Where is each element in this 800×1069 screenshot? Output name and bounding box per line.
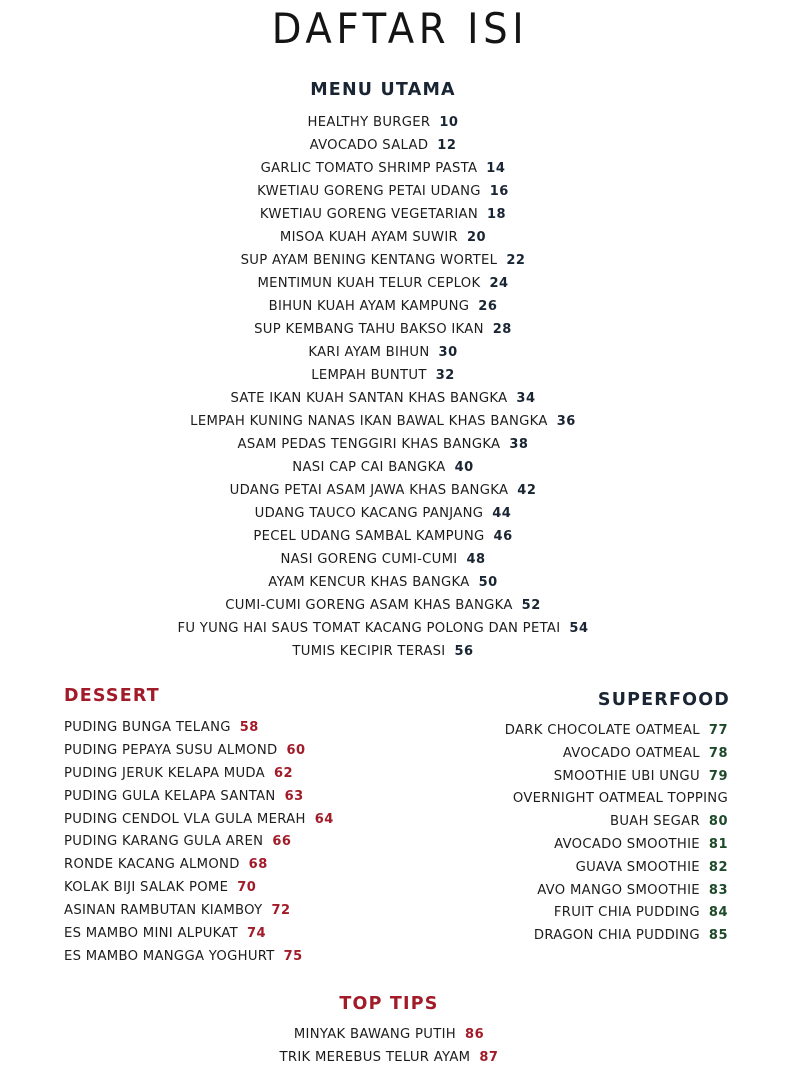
entry-label: FU YUNG HAI SAUS TOMAT KACANG POLONG DAN PETAI [177,621,560,636]
entry-page-number: 86 [465,1027,484,1042]
toc-entry [505,743,728,766]
entry-page-number: 32 [436,368,455,383]
main-menu-list [0,111,766,663]
entry-label: LEMPAH BUNTUT [311,368,427,383]
entry-label: CUMI-CUMI GORENG ASAM KHAS BANGKA [225,598,512,613]
entry-page-number: 26 [478,299,497,314]
toc-entry [0,203,766,226]
top-tips-list [0,1024,778,1069]
entry-page-number: 83 [709,883,728,898]
entry-page-number: 42 [517,483,536,498]
toc-entry [0,433,766,456]
entry-page-number: 22 [506,253,525,268]
entry-label: KOLAK BIJI SALAK POME [64,880,228,895]
toc-entry [64,717,334,740]
entry-label: PUDING PEPAYA SUSU ALMOND [64,743,277,758]
entry-label: SUP KEMBANG TAHU BAKSO IKAN [254,322,484,337]
entry-page-number: 66 [272,834,291,849]
entry-label: TUMIS KECIPIR TERASI [292,644,445,659]
toc-entry [64,763,334,786]
entry-label: SATE IKAN KUAH SANTAN KHAS BANGKA [231,391,508,406]
entry-label: RONDE KACANG ALMOND [64,857,240,872]
toc-entry [505,857,728,880]
entry-page-number: 58 [240,720,259,735]
entry-page-number: 14 [486,161,505,176]
entry-page-number: 75 [284,949,303,964]
entry-page-number: 52 [522,598,541,613]
entry-label: DRAGON CHIA PUDDING [534,928,700,943]
toc-entry [64,877,334,900]
entry-page-number: 40 [455,460,474,475]
toc-entry [505,834,728,857]
entry-page-number: 63 [285,789,304,804]
entry-page-number: 87 [479,1050,498,1065]
entry-page-number: 56 [455,644,474,659]
entry-page-number: 74 [247,926,266,941]
toc-entry [0,525,766,548]
toc-entry [505,811,728,834]
entry-label: BUAH SEGAR [610,814,700,829]
toc-entry [0,341,766,364]
entry-label: OVERNIGHT OATMEAL TOPPING [513,791,728,806]
toc-entry [0,617,766,640]
top-tips-heading: TOP TIPS [0,994,778,1014]
toc-entry [64,809,334,832]
toc-entry [505,880,728,903]
entry-label: KARI AYAM BIHUN [308,345,429,360]
entry-page-number: 28 [493,322,512,337]
entry-label: AYAM KENCUR KHAS BANGKA [268,575,469,590]
entry-label: KWETIAU GORENG VEGETARIAN [260,207,478,222]
entry-page-number: 36 [557,414,576,429]
toc-entry [0,249,766,272]
entry-label: BIHUN KUAH AYAM KAMPUNG [269,299,470,314]
entry-label: SUP AYAM BENING KENTANG WORTEL [241,253,498,268]
entry-label: TRIK MEREBUS TELUR AYAM [280,1050,471,1065]
toc-entry [64,831,334,854]
entry-page-number: 10 [439,115,458,130]
entry-label: GUAVA SMOOTHIE [576,860,700,875]
toc-entry [505,766,728,789]
entry-label: PUDING GULA KELAPA SANTAN [64,789,276,804]
entry-page-number: 38 [509,437,528,452]
entry-label: AVOCADO SMOOTHIE [554,837,700,852]
toc-entry [0,410,766,433]
toc-entry [0,318,766,341]
toc-entry [505,788,728,811]
entry-page-number: 79 [709,769,728,784]
entry-page-number: 16 [490,184,509,199]
entry-label: ES MAMBO MANGGA YOGHURT [64,949,275,964]
entry-label: PUDING JERUK KELAPA MUDA [64,766,265,781]
entry-label: NASI CAP CAI BANGKA [292,460,445,475]
entry-page-number: 24 [489,276,508,291]
toc-entry [0,295,766,318]
entry-label: SMOOTHIE UBI UNGU [554,769,700,784]
entry-label: DARK CHOCOLATE OATMEAL [505,723,700,738]
entry-page-number: 30 [439,345,458,360]
entry-page-number: 62 [274,766,293,781]
entry-page-number: 50 [479,575,498,590]
toc-entry [0,180,766,203]
toc-entry [0,456,766,479]
entry-label: MINYAK BAWANG PUTIH [294,1027,456,1042]
entry-label: MISOA KUAH AYAM SUWIR [280,230,458,245]
page-title: DAFTAR ISI [32,4,768,53]
toc-entry [0,111,766,134]
toc-entry [0,272,766,295]
toc-entry [0,594,766,617]
entry-label: ASINAN RAMBUTAN KIAMBOY [64,903,262,918]
entry-label: HEALTHY BURGER [308,115,431,130]
entry-label: LEMPAH KUNING NANAS IKAN BAWAL KHAS BANGKA [190,414,548,429]
entry-label: UDANG TAUCO KACANG PANJANG [255,506,484,521]
toc-entry [0,1024,778,1047]
entry-page-number: 80 [709,814,728,829]
toc-entry [0,548,766,571]
toc-entry [64,900,334,923]
entry-page-number: 84 [709,905,728,920]
dessert-heading: DESSERT [64,686,160,706]
toc-entry [64,923,334,946]
entry-page-number: 48 [466,552,485,567]
toc-entry [505,720,728,743]
toc-entry [0,387,766,410]
entry-page-number: 20 [467,230,486,245]
dessert-list [64,717,334,969]
entry-label: ES MAMBO MINI ALPUKAT [64,926,238,941]
entry-page-number: 78 [709,746,728,761]
entry-label: UDANG PETAI ASAM JAWA KHAS BANGKA [230,483,509,498]
entry-label: PUDING CENDOL VLA GULA MERAH [64,812,306,827]
toc-entry [64,740,334,763]
toc-entry [505,902,728,925]
entry-label: AVOCADO SALAD [310,138,429,153]
toc-entry [0,134,766,157]
entry-label: NASI GORENG CUMI-CUMI [280,552,457,567]
toc-entry [0,157,766,180]
entry-label: GARLIC TOMATO SHRIMP PASTA [261,161,478,176]
entry-page-number: 46 [494,529,513,544]
entry-label: MENTIMUN KUAH TELUR CEPLOK [257,276,480,291]
entry-page-number: 85 [709,928,728,943]
entry-label: AVOCADO OATMEAL [563,746,700,761]
entry-page-number: 81 [709,837,728,852]
toc-entry [505,925,728,948]
toc-entry [0,571,766,594]
entry-page-number: 68 [249,857,268,872]
toc-entry [64,946,334,969]
entry-page-number: 70 [237,880,256,895]
entry-label: FRUIT CHIA PUDDING [554,905,700,920]
superfood-list [505,720,728,948]
entry-label: PUDING KARANG GULA AREN [64,834,263,849]
entry-label: PECEL UDANG SAMBAL KAMPUNG [253,529,484,544]
entry-label: AVO MANGO SMOOTHIE [537,883,700,898]
toc-entry [64,786,334,809]
entry-page-number: 72 [271,903,290,918]
entry-page-number: 54 [569,621,588,636]
toc-entry [64,854,334,877]
entry-page-number: 82 [709,860,728,875]
toc-entry [0,502,766,525]
toc-entry [0,364,766,387]
entry-page-number: 44 [492,506,511,521]
entry-label: PUDING BUNGA TELANG [64,720,231,735]
entry-page-number: 12 [437,138,456,153]
toc-entry [0,226,766,249]
toc-entry [0,479,766,502]
entry-page-number: 18 [487,207,506,222]
superfood-heading: SUPERFOOD [598,690,730,710]
entry-label: ASAM PEDAS TENGGIRI KHAS BANGKA [238,437,501,452]
toc-entry [0,640,766,663]
entry-label: KWETIAU GORENG PETAI UDANG [257,184,481,199]
entry-page-number: 64 [315,812,334,827]
main-menu-heading: MENU UTAMA [0,80,766,100]
entry-page-number: 77 [709,723,728,738]
entry-page-number: 60 [286,743,305,758]
entry-page-number: 34 [516,391,535,406]
